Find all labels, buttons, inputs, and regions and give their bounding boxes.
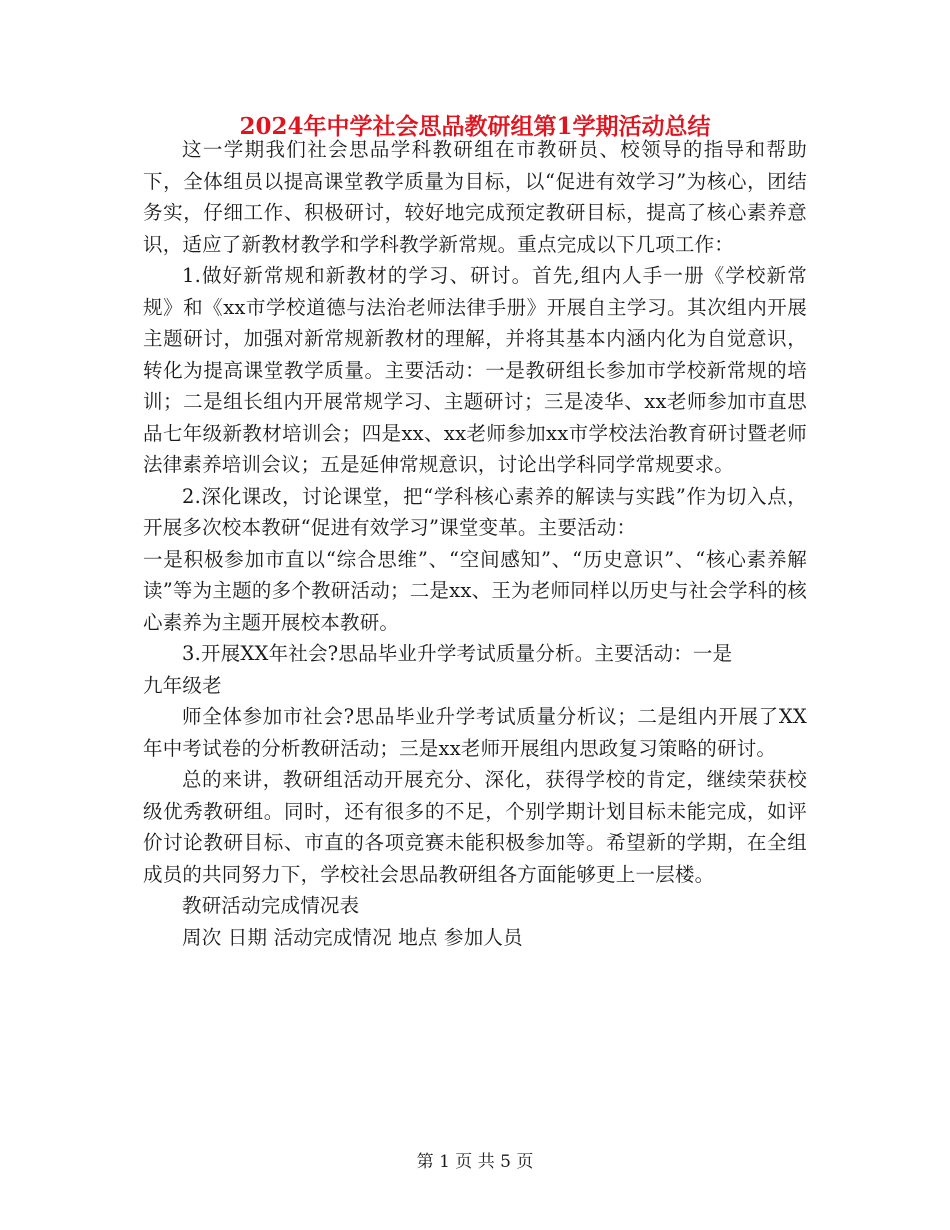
paragraph-summary: 总的来讲，教研组活动开展充分、深化，获得学校的肯定，继续荣获校级优秀教研组。同时，还有很多的不足，个别学期计划目标未能完成，如评价讨论教研目标、市直的各项竞赛未能积极参加等。希望新的学期，在全组成员的共同努力下，学校社会思品教研组各方面能够更上一层楼。 [143,768,807,886]
paragraph-item-1: 1.做好新常规和新教材的学习、研讨。首先,组内人手一册《学校新常规》和《xx市学校道德与法治老师法律手册》开展自主学习。其次组内开展主题研讨，加强对新常规新教材的理解，并将其基本内涵内化为自觉意识，转化为提高课堂教学质量。主要活动：一是教研组长参加市学校新常规的培训；二是组长组内开展常规学习、主题研讨；三是凌华、xx老师参加市直思品七年级新教材培训会；四是xx、xx老师参加xx市学校法治教育研讨暨老师法律素养培训会议；五是延伸常规意识，讨论出学科同学常规要求。 [143,264,807,476]
document-title: 2024年中学社会思品教研组第1学期活动总结 [239,113,711,140]
table-header-row: 周次 日期 活动完成情况 地点 参加人员 [182,925,523,949]
paragraph-intro: 这一学期我们社会思品学科教研组在市教研员、校领导的指导和帮助下，全体组员以提高课堂教学质量为目标，以“促进有效学习”为核心，团结务实，仔细工作、积极研讨，较好地完成预定教研目标，提高了核心素养意识，适应了新教材教学和学科教学新常规。重点完成以下几项工作： [143,138,807,256]
page-number-footer: 第 1 页 共 5 页 [416,1152,534,1172]
table-caption: 教研活动完成情况表 [182,894,360,917]
paragraph-item-2: 2.深化课改，讨论课堂，把“学科核心素养的解读与实践”作为切入点，开展多次校本教研“促进有效学习”课堂变革。主要活动： [143,484,807,539]
document-body [143,134,807,953]
paragraph-item-2-continued: 一是积极参加市直以“综合思维”、“空间感知”、“历史意识”、“核心素养解读”等为主题的多个教研活动；二是xx、王为老师同样以历史与社会学科的核心素养为主题开展校本教研。 [143,547,807,634]
paragraph-item-3: 3.开展XX年社会?思品毕业升学考试质量分析。主要活动：一是 [182,642,733,665]
paragraph-item-3-line-2: 九年级老 [143,673,222,697]
paragraph-item-3-continued: 师全体参加市社会?思品毕业升学考试质量分析议；二是组内开展了XX年中考试卷的分析教研活动；三是xx老师开展组内思政复习策略的研讨。 [143,705,807,760]
